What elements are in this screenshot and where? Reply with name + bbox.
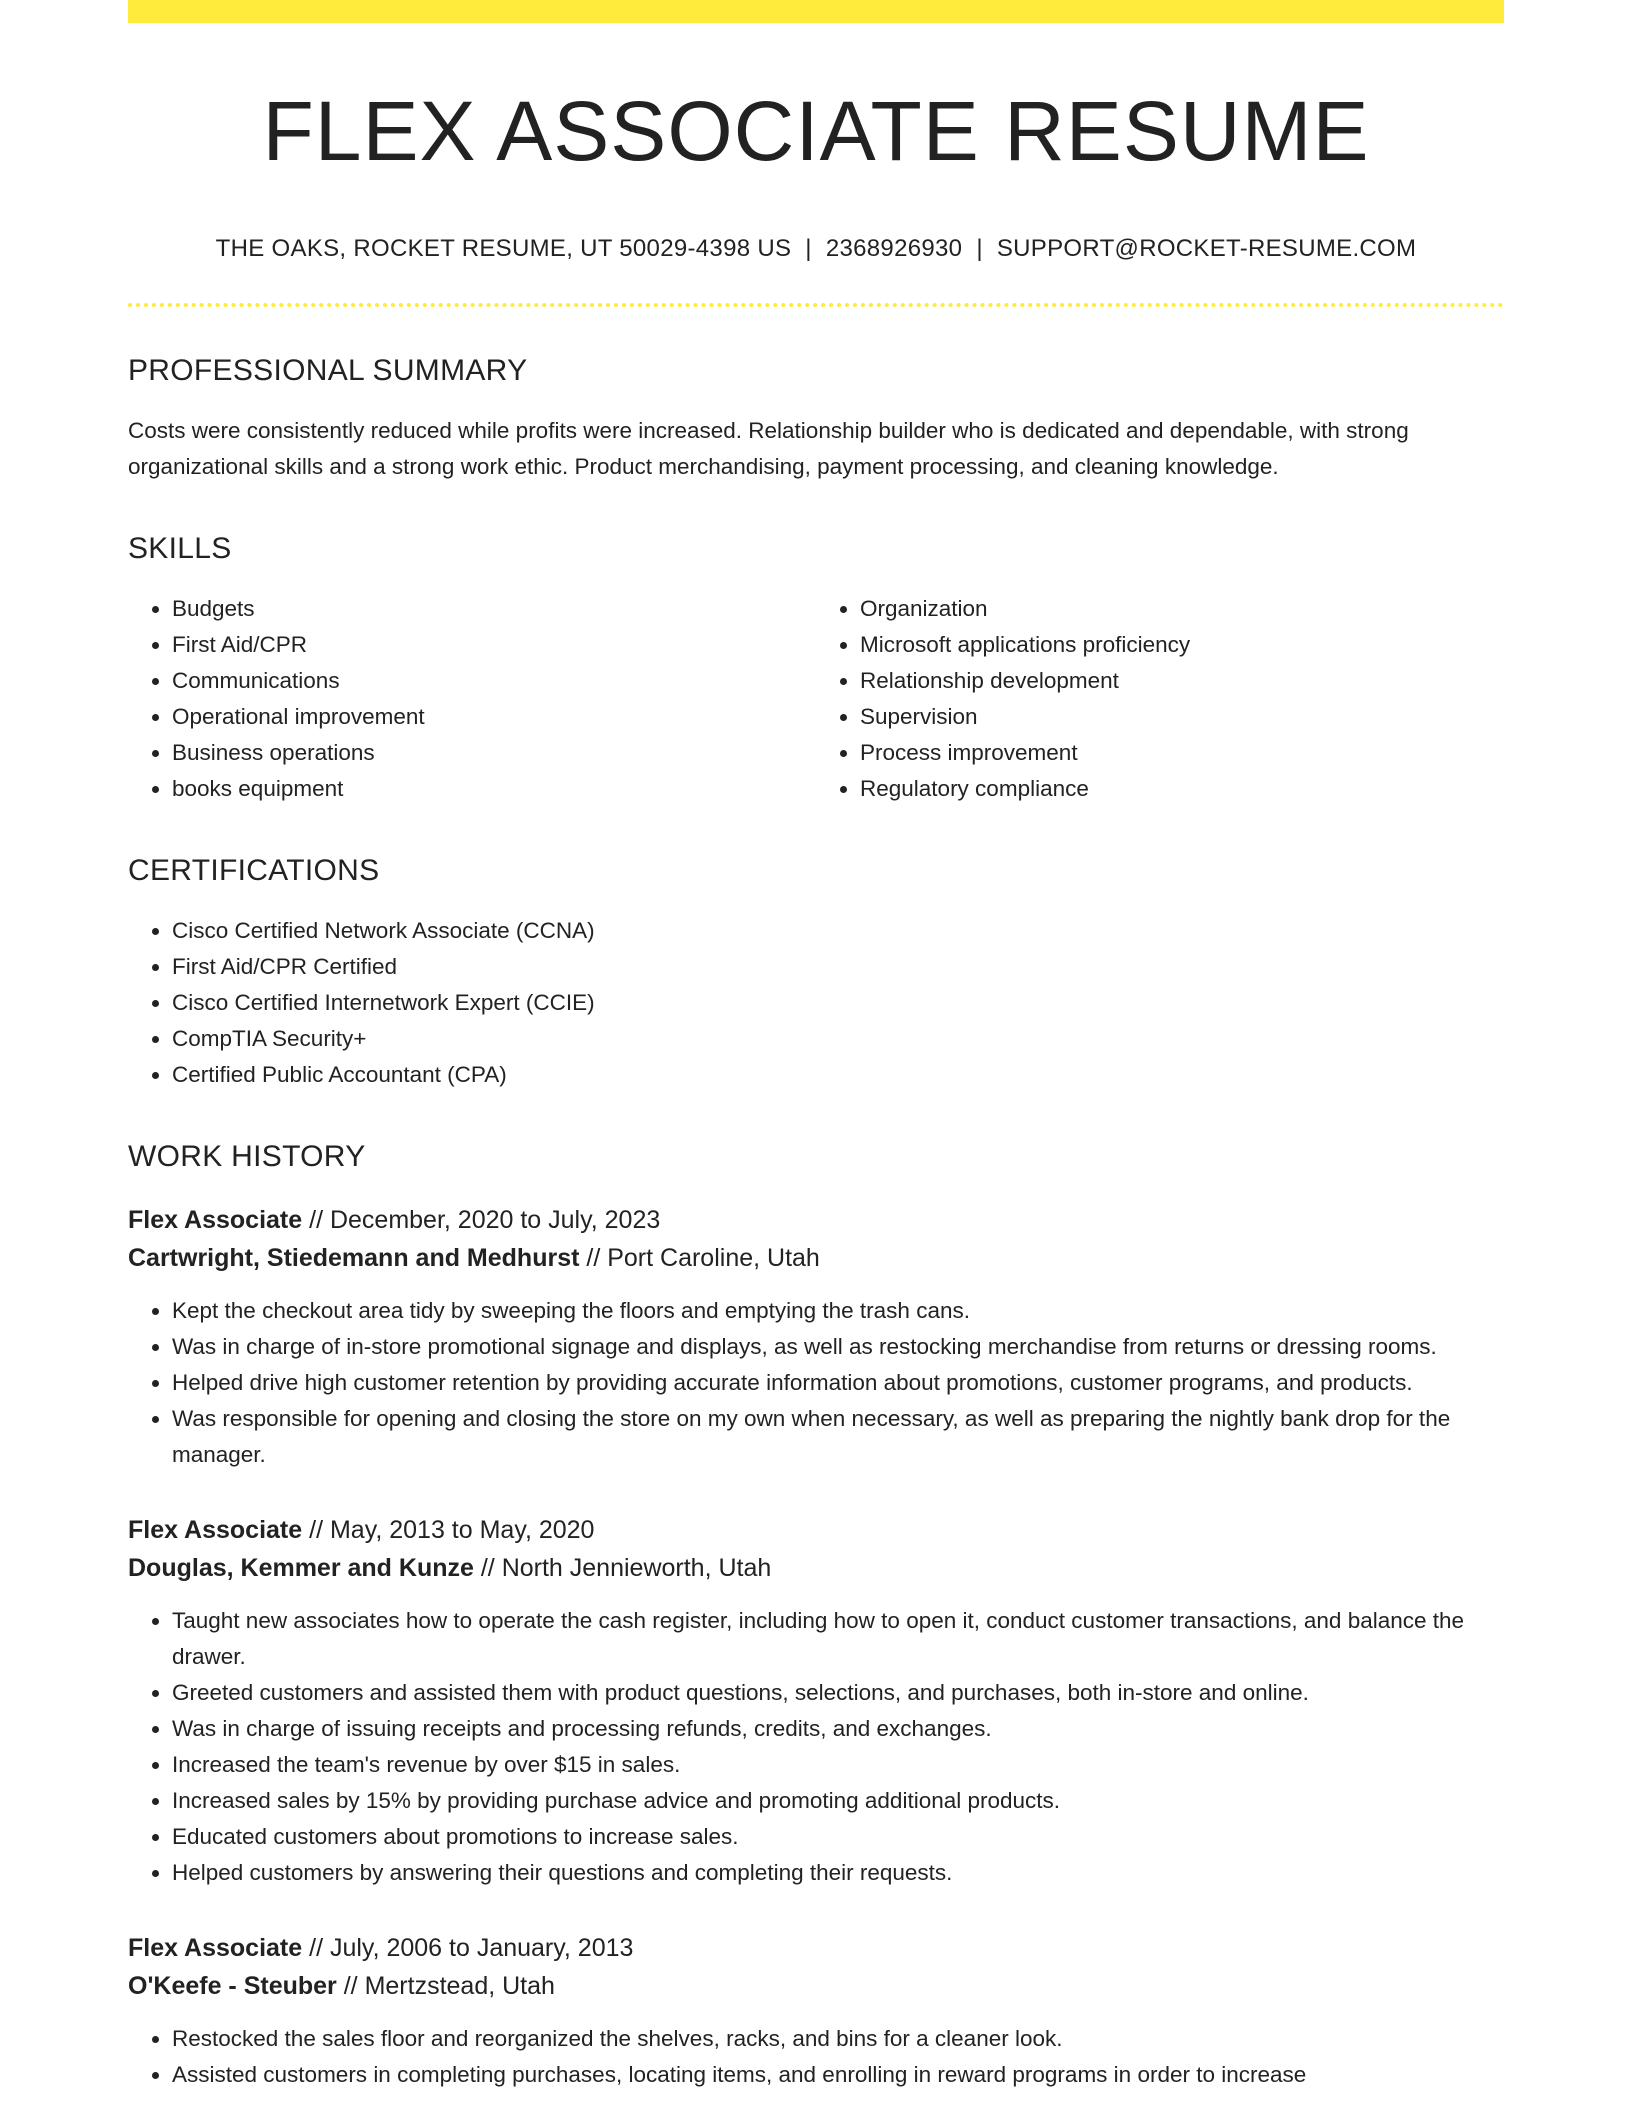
skills-list-right: [816, 591, 1504, 807]
skills-grid: [128, 567, 1504, 807]
work-history: [128, 1201, 1504, 2093]
job-company-line: [128, 1967, 1504, 2005]
skills-heading: SKILLS: [128, 531, 232, 565]
skill-item: • Relationship development: [860, 663, 1504, 699]
job-location: // North Jennieworth, Utah: [480, 1553, 772, 1582]
resume-page: [128, 0, 1504, 2093]
job-company-line: [128, 1549, 1504, 1587]
skill-item: • Business operations: [172, 735, 816, 771]
certification-item: • Certified Public Accountant (CPA): [172, 1057, 1504, 1093]
job-bullet: • Helped customers by answering their questions and completing their requests.: [172, 1855, 1504, 1891]
job-company: O'Keefe - Steuber: [128, 1971, 337, 2000]
job-bullet: • Assisted customers in completing purchases, locating items, and enrolling in reward programs in order to increase: [172, 2057, 1504, 2093]
job-bullet: • Was in charge of issuing receipts and processing refunds, credits, and exchanges.: [172, 1711, 1504, 1747]
job-company: Douglas, Kemmer and Kunze: [128, 1553, 474, 1582]
job-dates: // December, 2020 to July, 2023: [309, 1205, 661, 1234]
job-dates: // July, 2006 to January, 2013: [309, 1933, 634, 1962]
certification-item: • First Aid/CPR Certified: [172, 949, 1504, 985]
job-entry: [128, 1511, 1504, 1891]
contact-email: SUPPORT@ROCKET-RESUME.COM: [996, 235, 1417, 263]
skill-item: • First Aid/CPR: [172, 627, 816, 663]
job-bullet: • Increased the team's revenue by over $15 in sales.: [172, 1747, 1504, 1783]
skills-list-left: [128, 591, 816, 807]
contact-separator: |: [805, 235, 812, 263]
dotted-divider: [128, 303, 1504, 307]
job-bullet: • Was responsible for opening and closing the store on my own when necessary, as well as preparing the nightly bank drop for the manager.: [172, 1401, 1504, 1473]
contact-address: THE OAKS, ROCKET RESUME, UT 50029-4398 US: [215, 235, 792, 263]
certification-item: • Cisco Certified Network Associate (CCNA): [172, 913, 1504, 949]
job-bullet: • Kept the checkout area tidy by sweeping the floors and emptying the trash cans.: [172, 1293, 1504, 1329]
job-title: Flex Associate: [128, 1515, 303, 1544]
certification-item: • CompTIA Security+: [172, 1021, 1504, 1057]
skill-item: • Organization: [860, 591, 1504, 627]
job-location: // Port Caroline, Utah: [586, 1243, 820, 1272]
job-bullet: • Taught new associates how to operate the cash register, including how to open it, conduct customer transactions, and balance the drawer.: [172, 1603, 1504, 1675]
skill-item: • Microsoft applications proficiency: [860, 627, 1504, 663]
contact-line: [128, 233, 1504, 264]
skill-item: • Process improvement: [860, 735, 1504, 771]
job-bullets: [128, 2021, 1504, 2093]
contact-phone: 2368926930: [825, 235, 963, 263]
job-bullet: • Was in charge of in-store promotional signage and displays, as well as restocking merchandise from returns or dressing rooms.: [172, 1329, 1504, 1365]
job-title-line: [128, 1511, 1504, 1549]
job-entry: [128, 1201, 1504, 1473]
job-location: // Mertzstead, Utah: [343, 1971, 555, 2000]
job-bullet: • Greeted customers and assisted them with product questions, selections, and purchases, both in-store and online.: [172, 1675, 1504, 1711]
job-title: Flex Associate: [128, 1933, 303, 1962]
skill-item: • Regulatory compliance: [860, 771, 1504, 807]
certification-item: • Cisco Certified Internetwork Expert (CCIE): [172, 985, 1504, 1021]
job-title-line: [128, 1929, 1504, 1967]
skill-item: • Budgets: [172, 591, 816, 627]
summary-text: Costs were consistently reduced while profits were increased. Relationship builder who is dedicated and dependable, with strong organizational skills and a strong work ethic. Product merchandising, payment processing, and cleaning knowledge.: [128, 417, 1409, 479]
job-company: Cartwright, Stiedemann and Medhurst: [128, 1243, 580, 1272]
job-title-line: [128, 1201, 1504, 1239]
contact-separator: |: [976, 235, 983, 263]
job-bullet: • Educated customers about promotions to increase sales.: [172, 1819, 1504, 1855]
job-bullet: • Increased sales by 15% by providing purchase advice and promoting additional products.: [172, 1783, 1504, 1819]
work-history-heading: WORK HISTORY: [128, 1139, 366, 1173]
job-bullets: [128, 1293, 1504, 1473]
job-company-line: [128, 1239, 1504, 1277]
job-bullets: [128, 1603, 1504, 1891]
job-bullet: • Restocked the sales floor and reorganized the shelves, racks, and bins for a cleaner look.: [172, 2021, 1504, 2057]
summary-heading: PROFESSIONAL SUMMARY: [128, 353, 528, 387]
certifications-heading: CERTIFICATIONS: [128, 853, 380, 887]
skill-item: • Supervision: [860, 699, 1504, 735]
job-entry: [128, 1929, 1504, 2093]
skill-item: • Operational improvement: [172, 699, 816, 735]
skill-item: • books equipment: [172, 771, 816, 807]
job-title: Flex Associate: [128, 1205, 303, 1234]
accent-top-bar: [128, 0, 1504, 23]
resume-title: FLEX ASSOCIATE RESUME: [262, 84, 1370, 178]
job-dates: // May, 2013 to May, 2020: [309, 1515, 595, 1544]
skill-item: • Communications: [172, 663, 816, 699]
certifications-list: [128, 913, 1504, 1093]
job-bullet: • Helped drive high customer retention by providing accurate information about promotions, customer programs, and products.: [172, 1365, 1504, 1401]
